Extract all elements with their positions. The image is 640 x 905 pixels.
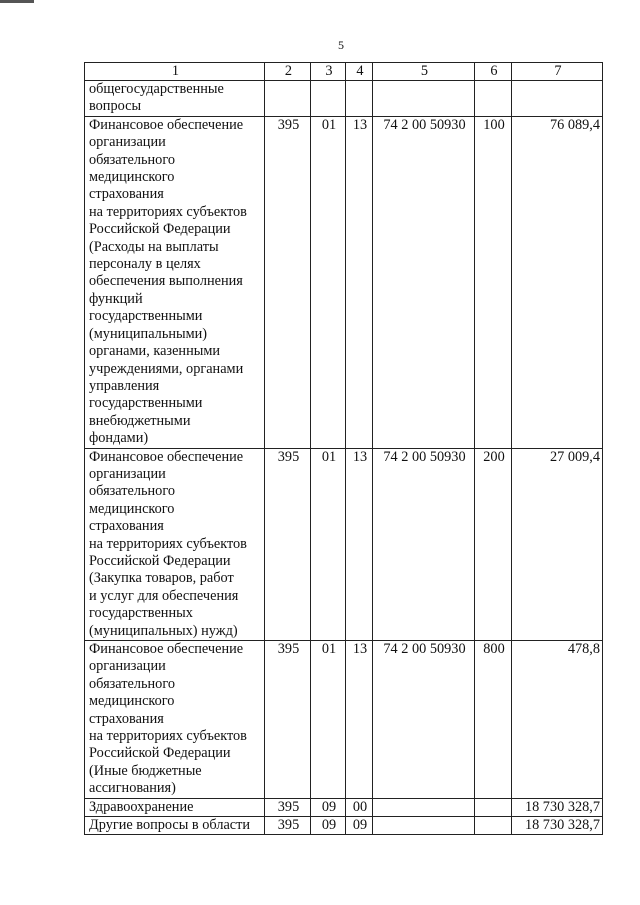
column-number: 5 — [373, 63, 475, 81]
item-name-line: внебюджетными — [89, 412, 191, 429]
column-number: 3 — [311, 63, 346, 81]
target-article-cell — [373, 81, 475, 117]
item-name-line: обязательного — [89, 675, 175, 692]
target-article-cell: 74 2 00 50930 — [373, 116, 475, 448]
expense-type-cell: 100 — [475, 116, 512, 448]
column-number: 7 — [512, 63, 603, 81]
grbs-code-cell — [265, 81, 311, 117]
item-name-line: медицинского — [89, 500, 175, 517]
item-name-line: ассигнования) — [89, 780, 176, 797]
target-article-cell — [373, 817, 475, 835]
expense-type-cell — [475, 817, 512, 835]
table-body — [85, 63, 603, 835]
table-row — [85, 448, 603, 640]
item-name-line: государственных — [89, 605, 193, 622]
item-name-line: (Закупка товаров, работ — [89, 570, 234, 587]
item-name-line: обеспечения выполнения — [89, 273, 243, 290]
amount-cell: 27 009,4 — [512, 448, 603, 640]
column-number: 1 — [85, 63, 265, 81]
amount-cell: 18 730 328,7 — [512, 817, 603, 835]
item-name-line: организации — [89, 134, 166, 151]
item-name-line: Финансовое обеспечение — [89, 448, 244, 465]
item-name-cell — [85, 116, 265, 448]
page-number: 5 — [338, 38, 344, 52]
expense-type-cell — [475, 798, 512, 816]
section-code-cell: 01 — [311, 448, 346, 640]
item-name-line: Здравоохранение — [89, 798, 194, 815]
item-name-line: страхования — [89, 186, 164, 203]
item-name-line: страхования — [89, 710, 164, 727]
section-code-cell: 01 — [311, 116, 346, 448]
item-name-line: государственными — [89, 395, 203, 412]
item-name-cell — [85, 817, 265, 835]
item-name-line: на территориях субъектов — [89, 535, 247, 552]
section-code-cell: 09 — [311, 798, 346, 816]
item-name-line: Российской Федерации — [89, 221, 231, 238]
item-name-line: функций — [89, 290, 143, 307]
grbs-code-cell: 395 — [265, 116, 311, 448]
item-name-line: Финансовое обеспечение — [89, 116, 244, 133]
item-name-line: медицинского — [89, 169, 175, 186]
target-article-cell: 74 2 00 50930 — [373, 448, 475, 640]
table-row — [85, 81, 603, 117]
table-row — [85, 641, 603, 799]
grbs-code-cell: 395 — [265, 798, 311, 816]
item-name-line: государственными — [89, 308, 203, 325]
item-name-line: Финансовое обеспечение — [89, 641, 244, 657]
item-name-line: на территориях субъектов — [89, 203, 247, 220]
item-name-line: органами, казенными — [89, 343, 221, 360]
subsection-code-cell: 13 — [346, 116, 373, 448]
amount-cell: 76 089,4 — [512, 116, 603, 448]
item-name-line: организации — [89, 465, 166, 482]
item-name-line: Российской Федерации — [89, 552, 231, 569]
amount-cell — [512, 81, 603, 117]
item-name-line: обязательного — [89, 483, 175, 500]
item-name-line: организации — [89, 658, 166, 675]
column-number: 2 — [265, 63, 311, 81]
item-name-cell — [85, 798, 265, 816]
subsection-code-cell: 13 — [346, 641, 373, 799]
expense-type-cell: 800 — [475, 641, 512, 799]
section-code-cell: 01 — [311, 641, 346, 799]
item-name-line: медицинского — [89, 693, 175, 710]
item-name-line: (муниципальными) — [89, 325, 208, 342]
section-code-cell — [311, 81, 346, 117]
item-name-line: общегосударственные — [89, 81, 224, 97]
section-code-cell: 09 — [311, 817, 346, 835]
expense-type-cell — [475, 81, 512, 117]
target-article-cell: 74 2 00 50930 — [373, 641, 475, 799]
subsection-code-cell: 00 — [346, 798, 373, 816]
budget-table — [84, 62, 603, 835]
target-article-cell — [373, 798, 475, 816]
scan-edge-mark — [0, 0, 34, 3]
amount-cell: 478,8 — [512, 641, 603, 799]
grbs-code-cell: 395 — [265, 448, 311, 640]
item-name-line: (Иные бюджетные — [89, 762, 202, 779]
amount-cell: 18 730 328,7 — [512, 798, 603, 816]
subsection-code-cell: 13 — [346, 448, 373, 640]
grbs-code-cell: 395 — [265, 641, 311, 799]
table-row — [85, 116, 603, 448]
column-number-row — [85, 63, 603, 81]
item-name-line: (муниципальных) нужд) — [89, 622, 238, 639]
item-name-line: (Расходы на выплаты — [89, 238, 219, 255]
item-name-line: Другие вопросы в области — [89, 817, 251, 834]
column-number: 4 — [346, 63, 373, 81]
column-number: 6 — [475, 63, 512, 81]
item-name-cell — [85, 641, 265, 799]
item-name-line: персоналу в целях — [89, 256, 201, 273]
item-name-line: обязательного — [89, 151, 175, 168]
subsection-code-cell — [346, 81, 373, 117]
item-name-line: и услуг для обеспечения — [89, 587, 239, 604]
item-name-line: Российской Федерации — [89, 745, 231, 762]
subsection-code-cell: 09 — [346, 817, 373, 835]
item-name-line: вопросы — [89, 98, 142, 115]
item-name-line: управления — [89, 377, 160, 394]
table-row — [85, 817, 603, 835]
grbs-code-cell: 395 — [265, 817, 311, 835]
item-name-line: фондами) — [89, 430, 149, 447]
item-name-cell — [85, 81, 265, 117]
item-name-cell — [85, 448, 265, 640]
item-name-line: на территориях субъектов — [89, 728, 247, 745]
table-row — [85, 798, 603, 816]
item-name-line: страхования — [89, 518, 164, 535]
expense-type-cell: 200 — [475, 448, 512, 640]
item-name-line: учреждениями, органами — [89, 360, 244, 377]
